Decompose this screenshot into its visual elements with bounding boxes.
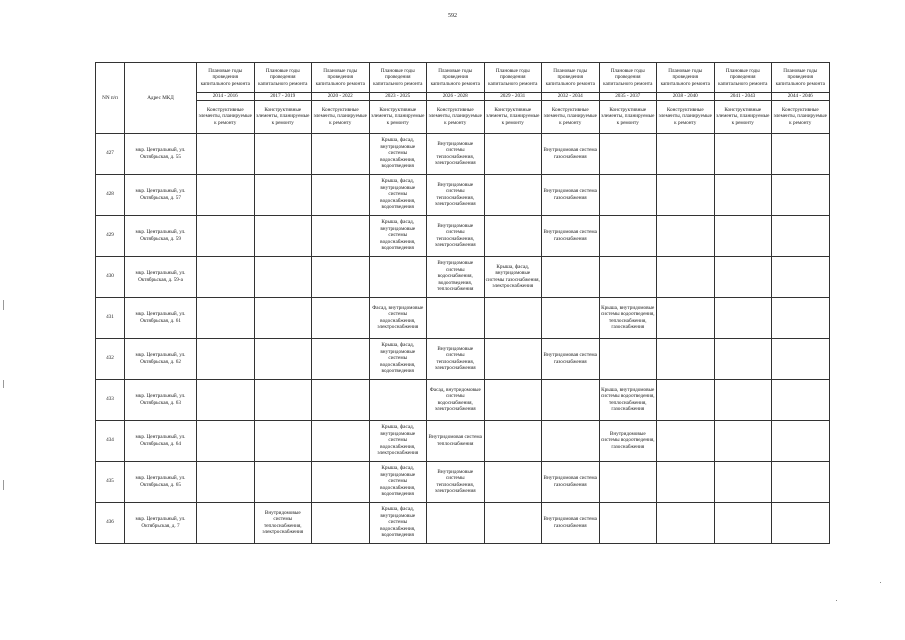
- row-address: мкр. Центральный, ул. Октябрьская, д. 64: [125, 420, 197, 461]
- repair-elements-cell: [312, 502, 370, 543]
- header-period: 2041 - 2043: [714, 93, 772, 101]
- row-address: мкр. Центральный, ул. Октябрьская, д. 55: [125, 133, 197, 174]
- repair-elements-cell: [312, 256, 370, 297]
- table-row: [96, 297, 830, 338]
- repair-elements-cell: [254, 133, 312, 174]
- row-number: 431: [96, 297, 125, 338]
- repair-elements-cell: [772, 215, 830, 256]
- repair-elements-cell: [369, 256, 427, 297]
- repair-elements-cell: Крыша, фасад, внутридомовые системы водоснабжения, водоотведения: [369, 461, 427, 502]
- row-address: мкр. Центральный, ул. Октябрьская, д. 62: [125, 338, 197, 379]
- repair-elements-cell: Фасад, внутридомовые системы водоснабжения, электроснабжения: [427, 379, 485, 420]
- table-row: [96, 461, 830, 502]
- repair-elements-cell: Внутридомовые системы теплоснабжения, электроснабжения: [427, 133, 485, 174]
- repair-elements-cell: [484, 297, 542, 338]
- repair-elements-cell: [657, 297, 715, 338]
- header-row-elements: [96, 100, 830, 133]
- row-number: 434: [96, 420, 125, 461]
- header-elements: Конструктивные элементы, планируемые к ремонту: [542, 100, 600, 133]
- header-row-planned: [96, 63, 830, 93]
- header-elements: Конструктивные элементы, планируемые к ремонту: [599, 100, 657, 133]
- repair-elements-cell: [197, 502, 255, 543]
- header-period: 2017 - 2019: [254, 93, 312, 101]
- repair-elements-cell: [254, 297, 312, 338]
- repair-elements-cell: [197, 215, 255, 256]
- repair-elements-cell: Крыша, внутридомовые системы водоотведения, теплоснабжения, газоснабжения: [599, 297, 657, 338]
- repair-elements-cell: [197, 420, 255, 461]
- repair-elements-cell: [484, 420, 542, 461]
- header-planned-years: Плановые годы проведения капитального ремонта: [599, 63, 657, 93]
- repair-elements-cell: [657, 133, 715, 174]
- repair-elements-cell: Внутридомовые системы водоснабжения, водоотведения, теплоснабжения: [427, 256, 485, 297]
- margin-mark: [3, 380, 4, 388]
- repair-elements-cell: Внутридомовая система газоснабжения: [542, 502, 600, 543]
- repair-elements-cell: Крыша, фасад, внутридомовые системы водоснабжения, водоотведения: [369, 502, 427, 543]
- row-number: 436: [96, 502, 125, 543]
- header-row-periods: [96, 93, 830, 101]
- header-elements: Конструктивные элементы, планируемые к ремонту: [772, 100, 830, 133]
- repair-elements-cell: Внутридомовая система газоснабжения: [542, 215, 600, 256]
- repair-elements-cell: Внутридомовые системы теплоснабжения, электроснабжения: [427, 338, 485, 379]
- header-period: 2035 - 2037: [599, 93, 657, 101]
- repair-elements-cell: [197, 297, 255, 338]
- repair-elements-cell: [599, 338, 657, 379]
- repair-elements-cell: [484, 502, 542, 543]
- repair-elements-cell: [312, 215, 370, 256]
- repair-elements-cell: [369, 379, 427, 420]
- header-address: Адрес МКД: [125, 63, 197, 134]
- repair-elements-cell: [484, 379, 542, 420]
- repair-elements-cell: [599, 461, 657, 502]
- repair-elements-cell: [657, 502, 715, 543]
- repair-elements-cell: [714, 297, 772, 338]
- repair-elements-cell: [254, 379, 312, 420]
- repair-elements-cell: [312, 379, 370, 420]
- header-period: 2026 - 2028: [427, 93, 485, 101]
- header-planned-years: Плановые годы проведения капитального ремонта: [197, 63, 255, 93]
- repair-elements-cell: [599, 133, 657, 174]
- repair-elements-cell: Крыша, фасад, внутридомовые системы газоснабжения, электроснабжения: [484, 256, 542, 297]
- table-row: [96, 338, 830, 379]
- repair-elements-cell: [312, 420, 370, 461]
- repair-elements-cell: [657, 256, 715, 297]
- repair-elements-cell: [714, 174, 772, 215]
- repair-elements-cell: [714, 420, 772, 461]
- repair-elements-cell: [714, 256, 772, 297]
- header-elements: Конструктивные элементы, планируемые к ремонту: [369, 100, 427, 133]
- header-elements: Конструктивные элементы, планируемые к ремонту: [197, 100, 255, 133]
- repair-elements-cell: Крыша, фасад, внутридомовые системы водоснабжения, водоотведения: [369, 174, 427, 215]
- repair-elements-cell: [484, 461, 542, 502]
- repair-elements-cell: [312, 297, 370, 338]
- table-row: [96, 215, 830, 256]
- repair-elements-cell: [772, 297, 830, 338]
- repair-elements-cell: [714, 502, 772, 543]
- repair-elements-cell: [772, 502, 830, 543]
- repair-elements-cell: [772, 379, 830, 420]
- repair-elements-cell: Внутридомовая система газоснабжения: [542, 174, 600, 215]
- header-period: 2023 - 2025: [369, 93, 427, 101]
- header-planned-years: Плановые годы проведения капитального ремонта: [312, 63, 370, 93]
- repair-elements-cell: [312, 133, 370, 174]
- header-period: 2029 - 2031: [484, 93, 542, 101]
- repair-elements-cell: [772, 256, 830, 297]
- row-address: мкр. Центральный, ул. Октябрьская, д. 61: [125, 297, 197, 338]
- header-elements: Конструктивные элементы, планируемые к ремонту: [484, 100, 542, 133]
- scan-speck: [880, 582, 881, 583]
- row-number: 433: [96, 379, 125, 420]
- header-planned-years: Плановые годы проведения капитального ремонта: [254, 63, 312, 93]
- repair-elements-cell: [772, 420, 830, 461]
- repair-elements-cell: [599, 174, 657, 215]
- repair-elements-cell: [254, 461, 312, 502]
- repair-elements-cell: [714, 338, 772, 379]
- header-planned-years: Плановые годы проведения капитального ремонта: [542, 63, 600, 93]
- repair-elements-cell: Фасад, внутридомовые системы водоснабжения, электроснабжения: [369, 297, 427, 338]
- repair-elements-cell: [197, 461, 255, 502]
- table-row: [96, 133, 830, 174]
- repair-elements-cell: [657, 215, 715, 256]
- header-planned-years: Плановые годы проведения капитального ремонта: [714, 63, 772, 93]
- repair-elements-cell: Крыша, фасад, внутридомовые системы водоснабжения, водоотведения: [369, 338, 427, 379]
- header-planned-years: Плановые годы проведения капитального ремонта: [657, 63, 715, 93]
- repair-elements-cell: Внутридомовые системы теплоснабжения, электроснабжения: [254, 502, 312, 543]
- repair-elements-cell: [254, 256, 312, 297]
- repair-elements-cell: Крыша, фасад, внутридомовые системы водоснабжения, водоотведения: [369, 215, 427, 256]
- repair-elements-cell: [542, 420, 600, 461]
- header-period: 2014 - 2016: [197, 93, 255, 101]
- repair-elements-cell: [657, 174, 715, 215]
- table-row: [96, 256, 830, 297]
- repair-elements-cell: [254, 215, 312, 256]
- repair-elements-cell: [542, 297, 600, 338]
- margin-mark: [3, 480, 4, 490]
- repair-elements-cell: [484, 133, 542, 174]
- repair-elements-cell: [657, 379, 715, 420]
- table-row: [96, 174, 830, 215]
- header-period: 2044 - 2046: [772, 93, 830, 101]
- header-planned-years: Плановые годы проведения капитального ремонта: [369, 63, 427, 93]
- repair-elements-cell: [657, 338, 715, 379]
- repair-elements-cell: Внутридомовые системы водоотведения, газоснабжения: [599, 420, 657, 461]
- repair-elements-cell: [197, 379, 255, 420]
- row-number: 435: [96, 461, 125, 502]
- row-number: 428: [96, 174, 125, 215]
- repair-elements-cell: [312, 338, 370, 379]
- repair-schedule-table: [95, 62, 830, 544]
- repair-elements-cell: [599, 502, 657, 543]
- repair-elements-cell: [714, 461, 772, 502]
- row-address: мкр. Центральный, ул. Октябрьская, д. 59-а: [125, 256, 197, 297]
- repair-elements-cell: Крыша, фасад, внутридомовые системы водоснабжения, электроснабжения: [369, 420, 427, 461]
- repair-elements-cell: [197, 338, 255, 379]
- header-elements: Конструктивные элементы, планируемые к ремонту: [427, 100, 485, 133]
- repair-elements-cell: [312, 461, 370, 502]
- repair-elements-cell: [714, 133, 772, 174]
- repair-elements-cell: Внутридомовые системы теплоснабжения, электроснабжения: [427, 215, 485, 256]
- repair-elements-cell: [197, 256, 255, 297]
- header-elements: Конструктивные элементы, планируемые к ремонту: [254, 100, 312, 133]
- row-address: мкр. Центральный, ул. Октябрьская, д. 65: [125, 461, 197, 502]
- header-period: 2038 - 2040: [657, 93, 715, 101]
- row-address: мкр. Центральный, ул. Октябрьская, д. 7: [125, 502, 197, 543]
- repair-elements-cell: [772, 338, 830, 379]
- page-number: 592: [448, 13, 457, 19]
- header-period: 2032 - 2034: [542, 93, 600, 101]
- repair-elements-cell: [714, 215, 772, 256]
- repair-elements-cell: [254, 174, 312, 215]
- repair-elements-cell: Внутридомовая система газоснабжения: [542, 338, 600, 379]
- repair-elements-cell: [427, 502, 485, 543]
- margin-mark: [3, 300, 4, 310]
- repair-elements-cell: [484, 215, 542, 256]
- header-number: NN п/п: [96, 63, 125, 134]
- repair-elements-cell: [599, 256, 657, 297]
- row-number: 430: [96, 256, 125, 297]
- repair-elements-cell: [657, 420, 715, 461]
- repair-elements-cell: [542, 379, 600, 420]
- header-elements: Конструктивные элементы, планируемые к ремонту: [657, 100, 715, 133]
- repair-elements-cell: [312, 174, 370, 215]
- row-number: 427: [96, 133, 125, 174]
- repair-elements-cell: [197, 133, 255, 174]
- header-planned-years: Плановые годы проведения капитального ремонта: [427, 63, 485, 93]
- table-row: [96, 379, 830, 420]
- row-address: мкр. Центральный, ул. Октябрьская, д. 59: [125, 215, 197, 256]
- repair-elements-cell: Внутридомовая система газоснабжения: [542, 133, 600, 174]
- header-period: 2020 - 2022: [312, 93, 370, 101]
- header-planned-years: Плановые годы проведения капитального ремонта: [484, 63, 542, 93]
- repair-elements-cell: Внутридомовые системы теплоснабжения, электроснабжения: [427, 174, 485, 215]
- repair-elements-cell: [254, 338, 312, 379]
- repair-elements-cell: [542, 256, 600, 297]
- repair-elements-cell: Внутридомовая система теплоснабжения: [427, 420, 485, 461]
- repair-elements-cell: [772, 461, 830, 502]
- repair-elements-cell: [599, 215, 657, 256]
- header-elements: Конструктивные элементы, планируемые к ремонту: [312, 100, 370, 133]
- table-row: [96, 420, 830, 461]
- row-address: мкр. Центральный, ул. Октябрьская, д. 57: [125, 174, 197, 215]
- repair-elements-cell: [714, 379, 772, 420]
- repair-elements-cell: [254, 420, 312, 461]
- repair-elements-cell: [484, 174, 542, 215]
- header-planned-years: Плановые годы проведения капитального ремонта: [772, 63, 830, 93]
- repair-elements-cell: [484, 338, 542, 379]
- repair-elements-cell: Внутридомовая система газоснабжения: [542, 461, 600, 502]
- repair-elements-cell: [772, 174, 830, 215]
- scan-speck: [836, 600, 837, 601]
- header-elements: Конструктивные элементы, планируемые к ремонту: [714, 100, 772, 133]
- repair-elements-cell: Внутридомовые системы теплоснабжения, электроснабжения: [427, 461, 485, 502]
- row-number: 432: [96, 338, 125, 379]
- row-number: 429: [96, 215, 125, 256]
- table-row: [96, 502, 830, 543]
- repair-elements-cell: Крыша, внутридомовые системы водоотведения, теплоснабжения, газоснабжения: [599, 379, 657, 420]
- repair-elements-cell: [657, 461, 715, 502]
- row-address: мкр. Центральный, ул. Октябрьская, д. 63: [125, 379, 197, 420]
- repair-elements-cell: Крыша, фасад, внутридомовые системы водоснабжения, водоотведения: [369, 133, 427, 174]
- repair-elements-cell: [772, 133, 830, 174]
- repair-elements-cell: [197, 174, 255, 215]
- repair-elements-cell: [427, 297, 485, 338]
